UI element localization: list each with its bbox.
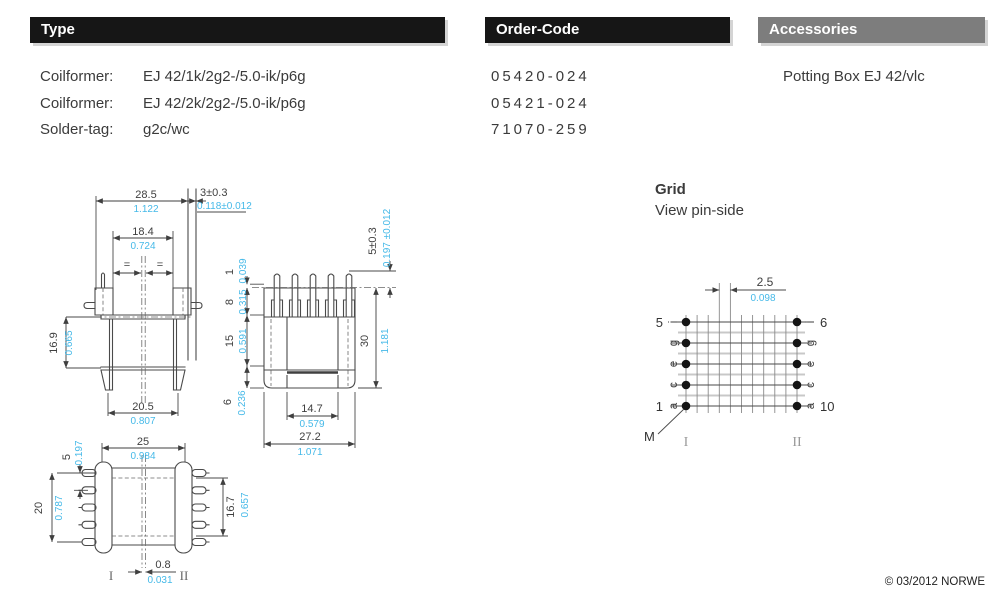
order-code-header-label: Order-Code bbox=[496, 21, 580, 38]
dim-label: 16.9 bbox=[48, 332, 60, 354]
dim-label-inch: 0.031 bbox=[147, 575, 173, 586]
winding-section-label: I bbox=[108, 568, 114, 583]
row-letter: i bbox=[805, 320, 817, 324]
dim-label-inch: 1.181 bbox=[380, 328, 391, 354]
pin-number: 10 bbox=[820, 399, 835, 414]
row-letter: g bbox=[805, 339, 817, 347]
dim-label-inch: 0.657 bbox=[240, 492, 251, 518]
side-view-outline bbox=[84, 189, 202, 404]
dim-label: 30 bbox=[359, 334, 371, 348]
order-code: 05420-024 bbox=[491, 68, 590, 85]
dim-label-inch: 0.579 bbox=[299, 419, 325, 430]
order-code: 71070-259 bbox=[491, 121, 590, 138]
winding-section-label: II bbox=[179, 568, 189, 583]
dim-label-inch: 0.665 bbox=[64, 330, 75, 356]
front-view-drawing bbox=[220, 180, 415, 465]
row-letter: i bbox=[668, 320, 680, 324]
grid-title: Grid bbox=[655, 181, 686, 198]
grid-labels bbox=[644, 315, 834, 450]
dim-label: 14.7 bbox=[301, 403, 323, 415]
grid-subtitle: View pin-side bbox=[655, 202, 744, 219]
dim-label: 28.5 bbox=[135, 189, 157, 201]
row-letter: c bbox=[805, 382, 817, 388]
dim-label-inch: 0.197 ±0.012 bbox=[382, 208, 393, 268]
pin-number: 6 bbox=[820, 315, 828, 330]
order-code-header-bar bbox=[485, 17, 730, 43]
dim-label: 1 bbox=[224, 268, 236, 276]
dim-label-inch: 0.118±0.012 bbox=[197, 201, 252, 212]
type-row-label: Coilformer: bbox=[40, 94, 114, 112]
dim-label-inch: 0.236 bbox=[237, 390, 248, 416]
dim-label: 5 bbox=[61, 453, 73, 461]
dim-label: 6 bbox=[222, 398, 234, 406]
dim-label-inch: 0.787 bbox=[54, 495, 65, 521]
dim-label-inch: 0.807 bbox=[130, 416, 156, 427]
row-letter: a bbox=[668, 402, 680, 410]
type-row bbox=[40, 64, 306, 91]
dim-label: 25 bbox=[136, 436, 150, 448]
order-code: 05421-024 bbox=[491, 94, 590, 112]
row-letter: a bbox=[805, 402, 817, 410]
row-letter: c bbox=[668, 382, 680, 388]
mounting-pin-label: M bbox=[644, 429, 655, 444]
type-list bbox=[40, 64, 306, 144]
winding-section-label: I bbox=[683, 435, 689, 450]
row-letter: e bbox=[668, 360, 680, 368]
dim-label-inch: 0.315 bbox=[238, 289, 249, 315]
type-row-label: Solder-tag: bbox=[40, 121, 114, 138]
front-view-outline bbox=[250, 271, 396, 388]
type-row-label: Coilformer: bbox=[40, 68, 114, 85]
dim-label: 27.2 bbox=[299, 431, 321, 443]
dim-label-inch: 1.071 bbox=[297, 447, 323, 458]
grid-section-heading bbox=[655, 181, 744, 219]
accessories-header-bar bbox=[758, 17, 985, 43]
dim-label: 15 bbox=[224, 334, 236, 348]
dim-label: 2.5 bbox=[756, 275, 774, 289]
accessories-header-label: Accessories bbox=[769, 21, 858, 38]
type-row-value: EJ 42/1k/2g2-/5.0-ik/p6g bbox=[143, 68, 306, 85]
dim-label: 16.7 bbox=[225, 496, 237, 518]
dim-label: 20 bbox=[33, 501, 45, 515]
order-code-list bbox=[491, 64, 590, 144]
dim-label: 0.8 bbox=[155, 559, 171, 571]
grid-lines bbox=[671, 283, 812, 413]
pin-number: 5 bbox=[655, 315, 663, 330]
pin-number: 1 bbox=[655, 399, 663, 414]
dim-label-inch: 0.197 bbox=[74, 440, 85, 466]
grid-pitch-dimension bbox=[705, 275, 786, 304]
row-letter: g bbox=[668, 339, 680, 347]
equal-mark: = bbox=[123, 259, 131, 271]
type-row bbox=[40, 91, 306, 118]
dim-label: 3±0.3 bbox=[200, 187, 228, 199]
dim-label: 18.4 bbox=[132, 226, 154, 238]
accessories-list bbox=[783, 64, 925, 91]
dim-label-inch: 0.724 bbox=[130, 241, 156, 252]
dim-label: 5±0.3 bbox=[367, 227, 379, 255]
accessory-item: Potting Box EJ 42/vlc bbox=[783, 68, 925, 85]
top-view-drawing bbox=[30, 425, 265, 595]
dim-label-inch: 0.098 bbox=[750, 293, 776, 304]
row-letter: e bbox=[805, 360, 817, 368]
top-view-outline bbox=[79, 455, 209, 568]
type-row-value: EJ 42/2k/2g2-/5.0-ik/p6g bbox=[143, 94, 306, 112]
dim-label-inch: 0.591 bbox=[238, 328, 249, 354]
equal-mark: = bbox=[156, 259, 164, 271]
pin-grid-drawing bbox=[625, 260, 870, 460]
type-row-value: g2c/wc bbox=[143, 121, 190, 138]
type-row bbox=[40, 117, 306, 144]
dim-label-inch: 0.984 bbox=[130, 451, 156, 462]
dim-label-inch: 0.039 bbox=[238, 258, 249, 284]
dim-label: 8 bbox=[224, 298, 236, 306]
dim-label-inch: 1.122 bbox=[133, 204, 159, 215]
type-header-bar bbox=[30, 17, 445, 43]
winding-section-label: II bbox=[792, 435, 802, 450]
front-view-dimensions bbox=[222, 208, 393, 458]
dim-label: 20.5 bbox=[132, 401, 154, 413]
type-header-label: Type bbox=[41, 21, 75, 38]
copyright-notice: © 03/2012 NORWE bbox=[884, 576, 985, 588]
